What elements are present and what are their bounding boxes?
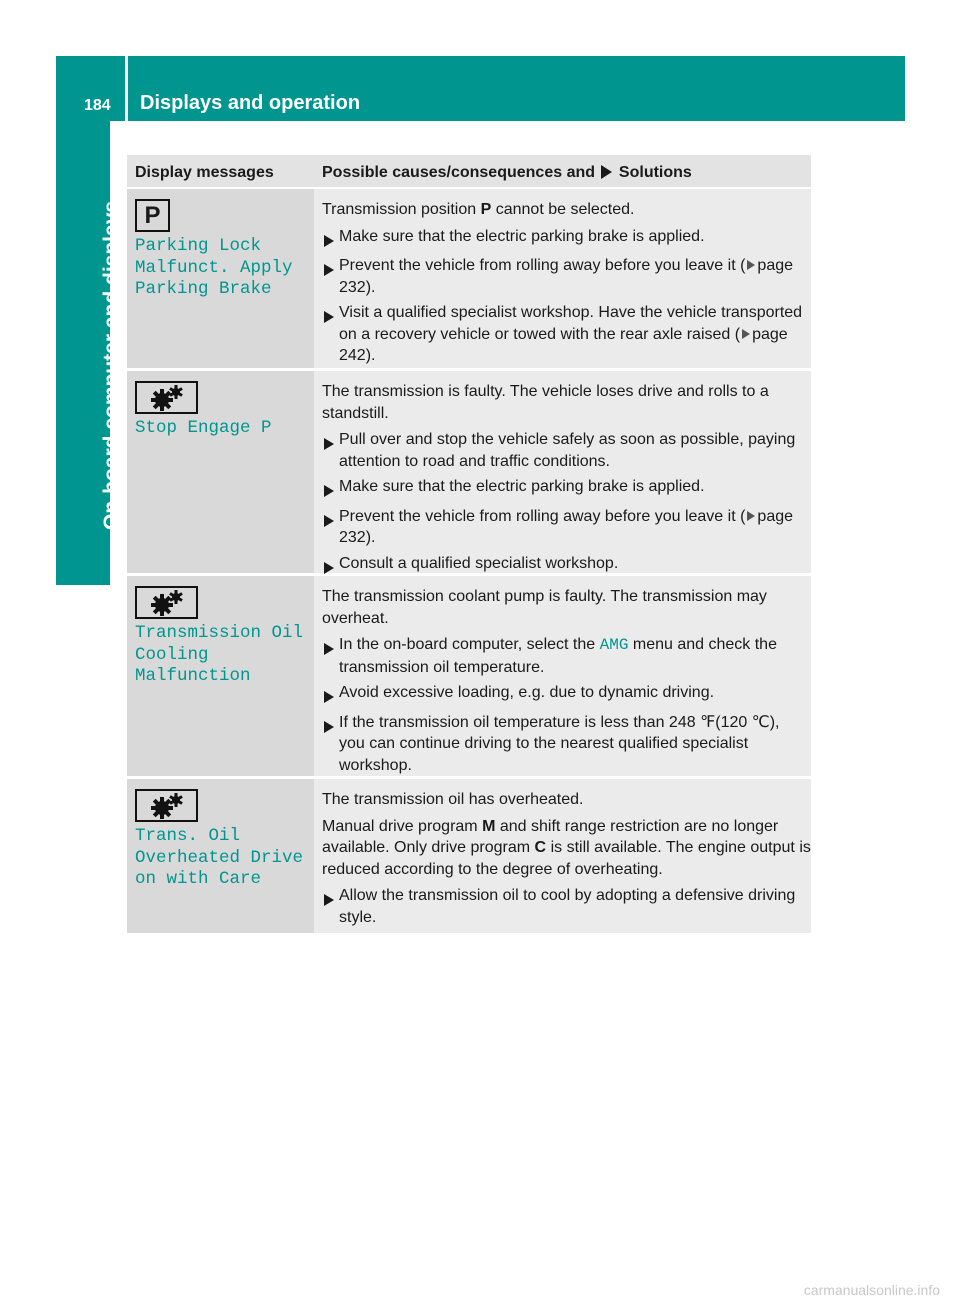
solution-step: Consult a qualified specialist workshop. <box>322 553 811 579</box>
solution-step: Allow the transmission oil to cool by adopting a defensive driving style. <box>322 885 811 928</box>
solution-cell <box>314 576 811 776</box>
cause-text: The transmission is faulty. The vehicle loses drive and rolls to a standstill. <box>322 383 769 422</box>
section-title: Displays and operation <box>140 92 361 114</box>
arrow-right-icon <box>601 165 612 179</box>
table-row <box>127 576 811 779</box>
messages-table <box>127 155 811 933</box>
step-arrow-icon <box>322 716 333 777</box>
display-message-text: Transmission Oil Cooling Malfunction <box>135 623 304 686</box>
step-arrow-icon <box>322 638 333 678</box>
parking-p-icon: P <box>135 199 170 232</box>
solution-cell <box>314 189 811 368</box>
display-message-text: Parking Lock Malfunct. Apply Parking Brake <box>135 236 293 299</box>
solution-step: Avoid excessive loading, e.g. due to dynamic driving. <box>322 682 811 708</box>
header-divider <box>125 56 128 121</box>
solution-step: Prevent the vehicle from rolling away before you leave it ( page 232). <box>322 255 811 298</box>
step-arrow-icon <box>322 480 333 502</box>
side-label: On-board computer and displays <box>100 200 123 530</box>
transmission-gear-icon <box>135 381 198 414</box>
display-message-cell <box>127 371 314 573</box>
display-message-cell <box>127 189 314 368</box>
solution-step: In the on-board computer, select the AMG menu and check the transmission oil temperature. <box>322 634 811 678</box>
step-arrow-icon <box>322 433 333 472</box>
column-header-display-messages: Display messages <box>135 164 274 181</box>
step-arrow-icon <box>322 259 333 298</box>
display-message-cell <box>127 779 314 933</box>
cause-text: The transmission coolant pump is faulty. The transmission may overheat. <box>322 588 767 627</box>
table-row <box>127 779 811 933</box>
amg-menu-label: AMG <box>599 636 629 654</box>
transmission-gear-icon <box>135 586 198 619</box>
step-arrow-icon <box>322 306 333 367</box>
page-ref-arrow-icon <box>747 511 755 521</box>
column-header-solutions-label: Solutions <box>618 164 692 181</box>
column-header-causes-label: Possible causes/consequences and <box>322 164 596 181</box>
step-arrow-icon <box>322 230 333 252</box>
page-number: 184 <box>84 97 111 114</box>
table-header <box>127 155 811 189</box>
watermark: carmanualsonline.info <box>803 1282 940 1298</box>
solution-step: Make sure that the electric parking brake is applied. <box>322 476 811 502</box>
solution-step: Make sure that the electric parking brake is applied. <box>322 226 811 252</box>
table-row <box>127 371 811 576</box>
display-message-cell <box>127 576 314 776</box>
solution-step: Visit a qualified specialist workshop. Have the vehicle transported on a recovery vehicle or towed with the rear axle raised ( page 242). <box>322 302 811 367</box>
solution-step: Pull over and stop the vehicle safely as soon as possible, paying attention to road and traffic conditions. <box>322 429 811 472</box>
display-message-text: Trans. Oil Overheated Drive on with Care <box>135 826 304 889</box>
solution-step: Prevent the vehicle from rolling away before you leave it ( page 232). <box>322 506 811 549</box>
page-ref-arrow-icon <box>742 329 750 339</box>
cause-text: The transmission oil has overheated. <box>322 791 584 808</box>
step-arrow-icon <box>322 510 333 549</box>
consequence-text: Manual drive program M and shift range restriction are no longer available. Only drive program C is still available. The engine output is reduced according to the degree of overheating. <box>322 817 811 878</box>
solution-cell <box>314 779 811 933</box>
cause-text: Transmission position P cannot be selected. <box>322 201 635 218</box>
table-row <box>127 189 811 371</box>
display-message-text: Stop Engage P <box>135 418 272 438</box>
column-header-solutions <box>314 155 811 187</box>
step-arrow-icon <box>322 889 333 928</box>
transmission-gear-icon <box>135 789 198 822</box>
step-arrow-icon <box>322 557 333 579</box>
solution-cell <box>314 371 811 573</box>
page-ref-arrow-icon <box>747 260 755 270</box>
step-arrow-icon <box>322 686 333 708</box>
solution-step: If the transmission oil temperature is less than 248 ℉(120 ℃), you can continue driving to the nearest qualified specialist workshop. <box>322 712 811 777</box>
